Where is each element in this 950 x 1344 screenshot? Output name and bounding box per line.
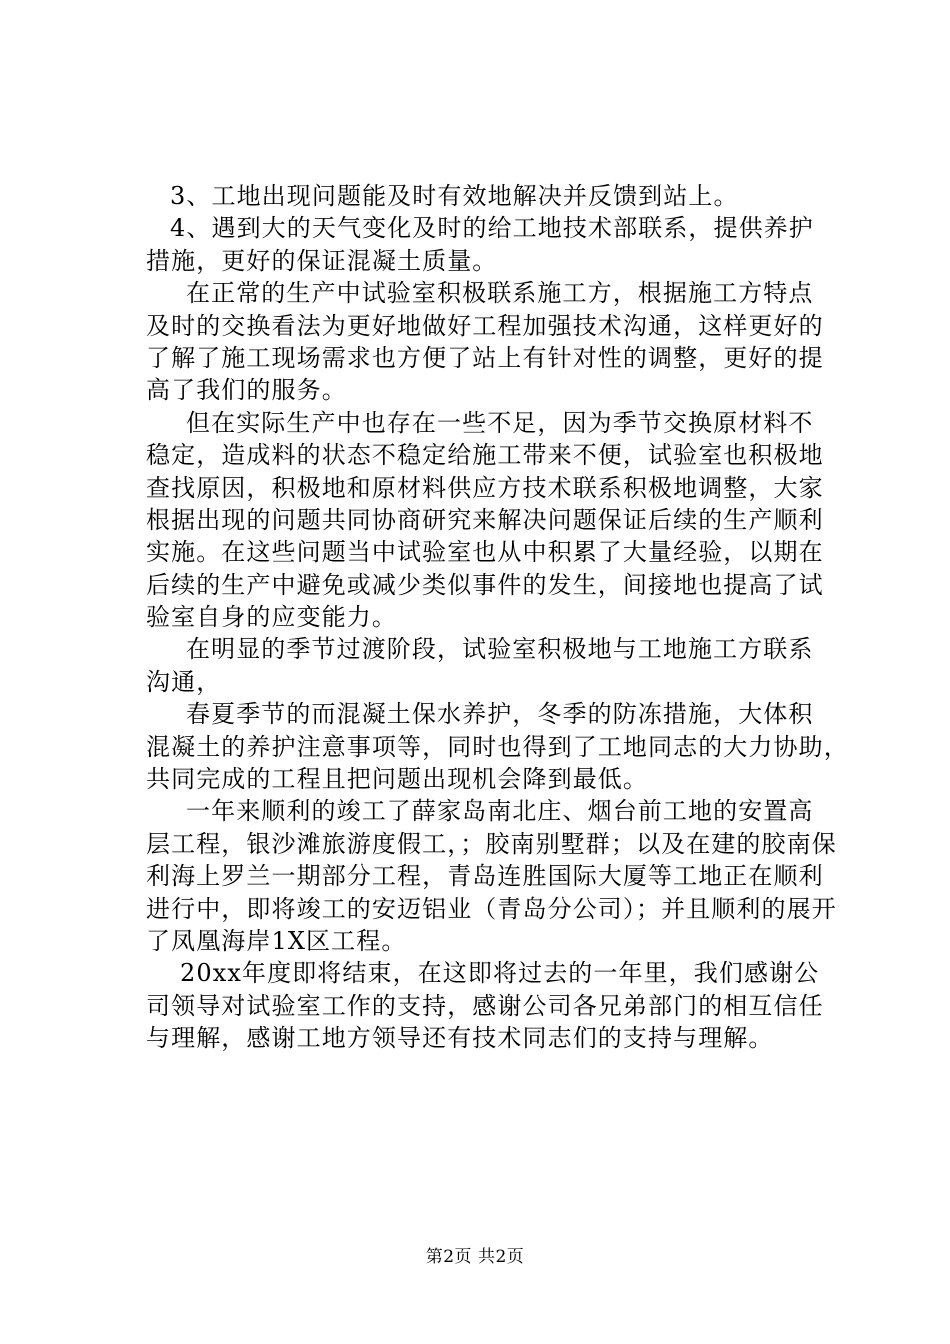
text-line: 层工程，银沙滩旅游度假工，；胶南别墅群；以及在建的胶南保 [146,829,837,858]
page-number-footer: 第2页 共2页 [425,1247,525,1267]
text-line: 与理解，感谢工地方领导还有技术同志们的支持与理解。 [146,1024,774,1053]
text-line: 根据出现的问题共同协商研究来解决问题保证后续的生产顺利 [146,505,824,534]
text-line: 进行中，即将竣工的安迈铝业（青岛分公司）；并且顺利的展开 [146,894,837,923]
text-line: 高了我们的服务。 [146,376,347,405]
text-line: 共同完成的工程且把问题出现机会降到最低。 [146,765,648,794]
text-line: 措施，更好的保证混凝土质量。 [146,246,498,275]
text-line: 4、遇到大的天气变化及时的给工地技术部联系，提供养护 [170,214,814,243]
text-line: 一年来顺利的竣工了薛家岛南北庄、烟台前工地的安置高 [186,797,814,826]
text-line: 验室自身的应变能力。 [146,603,397,632]
text-line: 及时的交换看法为更好地做好工程加强技术沟通，这样更好的 [146,311,824,340]
text-line: 但在实际生产中也存在一些不足，因为季节交换原材料不 [186,408,814,437]
text-line: 混凝土的养护注意事项等，同时也得到了工地同志的大力协助， [146,732,849,761]
text-line: 了解了施工现场需求也方便了站上有针对性的调整，更好的提 [146,343,824,372]
text-line: 在明显的季节过渡阶段，试验室积极地与工地施工方联系 [186,635,814,664]
text-line: 利海上罗兰一期部分工程，青岛连胜国际大厦等工地正在顺利 [146,862,824,891]
text-line: 后续的生产中避免或减少类似事件的发生，间接地也提高了试 [146,570,824,599]
text-line: 稳定，造成料的状态不稳定给施工带来不便，试验室也积极地 [146,441,824,470]
text-line: 沟通， [146,667,222,696]
text-line: 在正常的生产中试验室积极联系施工方，根据施工方特点 [186,279,814,308]
text-line: 20xx年度即将结束，在这即将过去的一年里，我们感谢公 [180,959,820,988]
text-line: 司领导对试验室工作的支持，感谢公司各兄弟部门的相互信任 [146,991,824,1020]
text-line: 春夏季节的而混凝土保水养护，冬季的防冻措施，大体积 [186,700,814,729]
text-line: 3、工地出现问题能及时有效地解决并反馈到站上。 [170,182,739,210]
text-line: 查找原因，积极地和原材料供应方技术联系积极地调整，大家 [146,473,824,502]
text-line: 了凤凰海岸1X区工程。 [146,926,407,955]
text-line: 实施。在这些问题当中试验室也从中积累了大量经验，以期在 [146,538,824,567]
document-body [146,180,849,1055]
